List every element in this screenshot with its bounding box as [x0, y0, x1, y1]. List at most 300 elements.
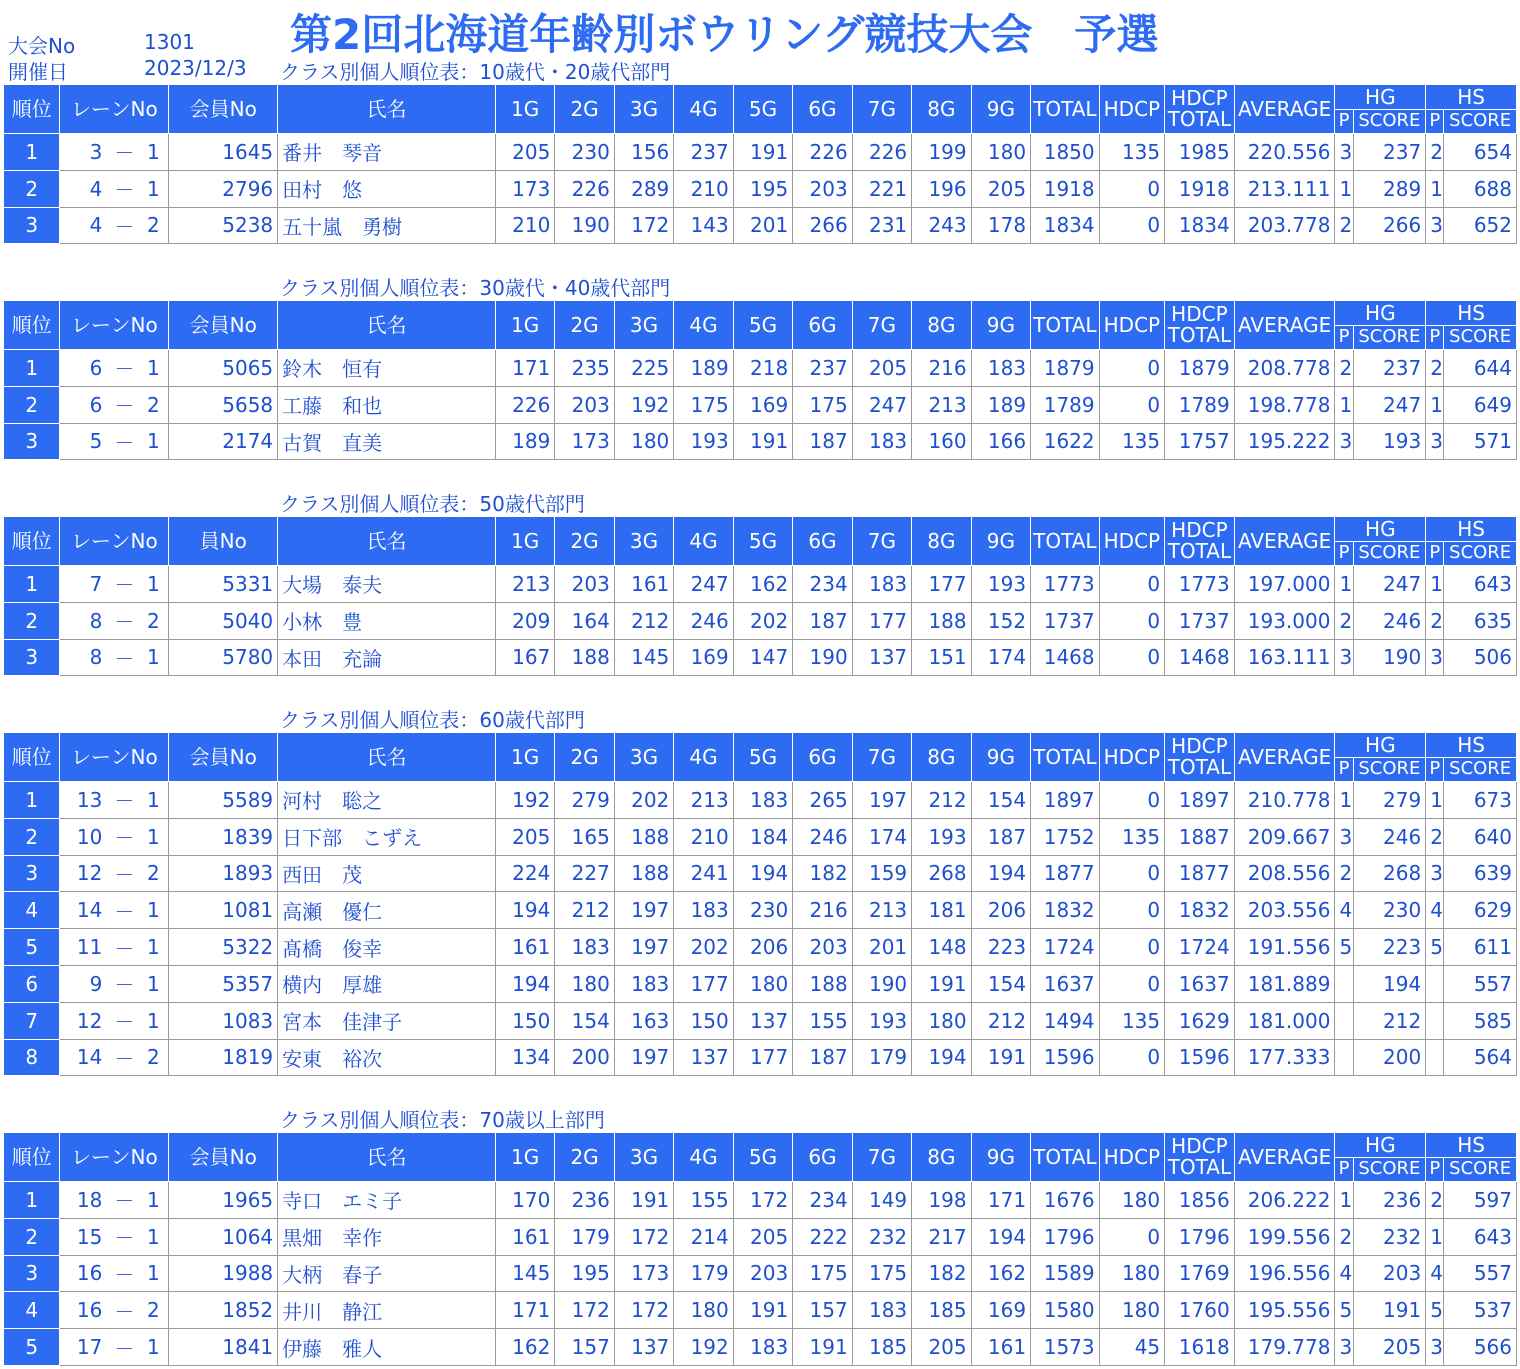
lane-no-cell: 11 — [60, 929, 110, 966]
header-average: AVERAGE — [1234, 301, 1335, 350]
header-hg-score: SCORE — [1353, 1158, 1426, 1182]
header-hdcp-total-line1: HDCP — [1171, 734, 1228, 758]
header-hdcp-total-line2: TOTAL — [1167, 539, 1232, 563]
player-name-cell: 番井 琴音 — [278, 134, 496, 171]
header-total: TOTAL — [1031, 517, 1100, 566]
game-1-score-cell: 161 — [495, 929, 554, 966]
lane-no-cell: 16 — [60, 1255, 110, 1292]
game-1-score-cell: 192 — [495, 782, 554, 819]
hg-score-cell: 223 — [1353, 929, 1426, 966]
game-2-score-cell: 173 — [555, 423, 614, 460]
hs-place-cell: 5 — [1426, 929, 1444, 966]
header-game-2: 2G — [555, 85, 614, 134]
game-8-score-cell: 191 — [912, 965, 971, 1002]
game-5-score-cell: 191 — [733, 1292, 792, 1329]
lane-sub-cell: 1 — [139, 929, 169, 966]
hdcp-total-cell: 1724 — [1165, 929, 1235, 966]
game-6-score-cell: 216 — [793, 892, 852, 929]
total-cell: 1773 — [1031, 566, 1100, 603]
game-9-score-cell: 154 — [971, 782, 1030, 819]
player-name-cell: 小林 豊 — [278, 602, 496, 639]
game-3-score-cell: 197 — [614, 892, 673, 929]
header-game-7: 7G — [852, 517, 911, 566]
game-1-score-cell: 209 — [495, 602, 554, 639]
game-2-score-cell: 180 — [555, 965, 614, 1002]
table-row — [4, 782, 1517, 819]
header-hdcp: HDCP — [1099, 301, 1165, 350]
header-game-5: 5G — [733, 85, 792, 134]
header-hg-score: SCORE — [1353, 758, 1426, 782]
average-cell: 191.556 — [1234, 929, 1335, 966]
game-9-score-cell: 194 — [971, 855, 1030, 892]
table-row — [4, 207, 1517, 244]
hs-place-cell: 2 — [1426, 134, 1444, 171]
hs-place-cell: 1 — [1426, 782, 1444, 819]
hdcp-cell: 0 — [1099, 386, 1165, 423]
member-no-cell: 1841 — [169, 1329, 278, 1366]
game-4-score-cell: 246 — [674, 602, 733, 639]
header-rank: 順位 — [4, 517, 60, 566]
game-4-score-cell: 210 — [674, 818, 733, 855]
total-cell: 1752 — [1031, 818, 1100, 855]
table-row — [4, 566, 1517, 603]
game-1-score-cell: 134 — [495, 1039, 554, 1076]
game-6-score-cell: 175 — [793, 1255, 852, 1292]
game-1-score-cell: 189 — [495, 423, 554, 460]
table-row — [4, 1039, 1517, 1076]
header-game-2: 2G — [555, 301, 614, 350]
header-game-2: 2G — [555, 1133, 614, 1182]
average-cell: 213.111 — [1234, 170, 1335, 207]
lane-sub-cell: 1 — [139, 639, 169, 676]
lane-dash-cell: － — [110, 134, 138, 171]
hdcp-cell: 0 — [1099, 855, 1165, 892]
lane-sub-cell: 1 — [139, 1002, 169, 1039]
hg-score-cell: 246 — [1353, 602, 1426, 639]
game-3-score-cell: 172 — [614, 207, 673, 244]
hs-score-cell: 537 — [1444, 1292, 1517, 1329]
game-6-score-cell: 187 — [793, 602, 852, 639]
average-cell: 220.556 — [1234, 134, 1335, 171]
average-cell: 197.000 — [1234, 566, 1335, 603]
game-6-score-cell: 222 — [793, 1218, 852, 1255]
lane-sub-cell: 1 — [139, 566, 169, 603]
header-game-7: 7G — [852, 733, 911, 782]
game-9-score-cell: 161 — [971, 1329, 1030, 1366]
lane-dash-cell: － — [110, 965, 138, 1002]
average-cell: 208.778 — [1234, 350, 1335, 387]
header-lane: レーンNo — [60, 517, 169, 566]
game-4-score-cell: 169 — [674, 639, 733, 676]
member-no-cell: 5780 — [169, 639, 278, 676]
header-game-4: 4G — [674, 85, 733, 134]
total-cell: 1573 — [1031, 1329, 1100, 1366]
header-game-8: 8G — [912, 733, 971, 782]
table-row — [4, 1255, 1517, 1292]
game-6-score-cell: 226 — [793, 134, 852, 171]
hg-place-cell: 4 — [1335, 1255, 1353, 1292]
hdcp-total-cell: 1596 — [1165, 1039, 1235, 1076]
game-9-score-cell: 178 — [971, 207, 1030, 244]
hs-score-cell: 635 — [1444, 602, 1517, 639]
header-game-1: 1G — [495, 733, 554, 782]
member-no-cell: 1819 — [169, 1039, 278, 1076]
header-game-7: 7G — [852, 301, 911, 350]
game-1-score-cell: 171 — [495, 1292, 554, 1329]
hg-place-cell: 2 — [1335, 207, 1353, 244]
game-9-score-cell: 180 — [971, 134, 1030, 171]
game-7-score-cell: 205 — [852, 350, 911, 387]
header-game-4: 4G — [674, 517, 733, 566]
header-hdcp-total-line2: TOTAL — [1167, 323, 1232, 347]
hs-score-cell: 643 — [1444, 566, 1517, 603]
member-no-cell: 1965 — [169, 1182, 278, 1219]
hg-place-cell — [1335, 1039, 1353, 1076]
game-3-score-cell: 192 — [614, 386, 673, 423]
header-game-3: 3G — [614, 301, 673, 350]
header-member-no: 会員No — [169, 1133, 278, 1182]
lane-dash-cell: － — [110, 929, 138, 966]
game-6-score-cell: 182 — [793, 855, 852, 892]
hdcp-total-cell: 1760 — [1165, 1292, 1235, 1329]
game-2-score-cell: 203 — [555, 386, 614, 423]
hg-score-cell: 200 — [1353, 1039, 1426, 1076]
lane-dash-cell: － — [110, 1002, 138, 1039]
hs-score-cell: 585 — [1444, 1002, 1517, 1039]
hg-place-cell: 2 — [1335, 1218, 1353, 1255]
hs-place-cell: 1 — [1426, 1218, 1444, 1255]
game-1-score-cell: 171 — [495, 350, 554, 387]
hs-score-cell: 654 — [1444, 134, 1517, 171]
game-7-score-cell: 201 — [852, 929, 911, 966]
rank-cell: 6 — [4, 965, 60, 1002]
header-hdcp-total — [1165, 733, 1235, 782]
hdcp-total-cell: 1637 — [1165, 965, 1235, 1002]
hg-score-cell: 247 — [1353, 386, 1426, 423]
lane-sub-cell: 1 — [139, 1182, 169, 1219]
hdcp-cell: 45 — [1099, 1329, 1165, 1366]
hg-place-cell: 2 — [1335, 350, 1353, 387]
average-cell: 206.222 — [1234, 1182, 1335, 1219]
header-hg-score: SCORE — [1353, 326, 1426, 350]
lane-sub-cell: 1 — [139, 965, 169, 1002]
game-5-score-cell: 202 — [733, 602, 792, 639]
hg-place-cell: 1 — [1335, 386, 1353, 423]
hdcp-total-cell: 1832 — [1165, 892, 1235, 929]
average-cell: 193.000 — [1234, 602, 1335, 639]
section-title: クラス別個人順位表：30歳代・40歳代部門 — [280, 276, 671, 300]
header-game-6: 6G — [793, 733, 852, 782]
hs-place-cell: 3 — [1426, 639, 1444, 676]
total-cell: 1879 — [1031, 350, 1100, 387]
game-5-score-cell: 191 — [733, 134, 792, 171]
game-7-score-cell: 149 — [852, 1182, 911, 1219]
hdcp-cell: 180 — [1099, 1292, 1165, 1329]
hdcp-total-cell: 1629 — [1165, 1002, 1235, 1039]
game-4-score-cell: 155 — [674, 1182, 733, 1219]
game-4-score-cell: 210 — [674, 170, 733, 207]
game-9-score-cell: 152 — [971, 602, 1030, 639]
lane-dash-cell: － — [110, 1218, 138, 1255]
hs-place-cell: 3 — [1426, 855, 1444, 892]
game-8-score-cell: 151 — [912, 639, 971, 676]
header-game-7: 7G — [852, 85, 911, 134]
hs-place-cell: 3 — [1426, 423, 1444, 460]
hdcp-total-cell: 1773 — [1165, 566, 1235, 603]
game-4-score-cell: 237 — [674, 134, 733, 171]
hg-place-cell: 3 — [1335, 134, 1353, 171]
average-cell: 181.889 — [1234, 965, 1335, 1002]
hdcp-cell: 180 — [1099, 1182, 1165, 1219]
game-5-score-cell: 218 — [733, 350, 792, 387]
lane-no-cell: 9 — [60, 965, 110, 1002]
average-cell: 208.556 — [1234, 855, 1335, 892]
hs-place-cell: 2 — [1426, 1182, 1444, 1219]
member-no-cell: 1893 — [169, 855, 278, 892]
hg-score-cell: 236 — [1353, 1182, 1426, 1219]
game-7-score-cell: 175 — [852, 1255, 911, 1292]
header-member-no: 会員No — [169, 85, 278, 134]
game-3-score-cell: 156 — [614, 134, 673, 171]
lane-dash-cell: － — [110, 1039, 138, 1076]
hdcp-total-cell: 1737 — [1165, 602, 1235, 639]
total-cell: 1637 — [1031, 965, 1100, 1002]
game-1-score-cell: 210 — [495, 207, 554, 244]
game-1-score-cell: 205 — [495, 818, 554, 855]
hg-place-cell — [1335, 1002, 1353, 1039]
player-name-cell: 五十嵐 勇樹 — [278, 207, 496, 244]
game-2-score-cell: 230 — [555, 134, 614, 171]
table-row — [4, 855, 1517, 892]
hdcp-total-cell: 1897 — [1165, 782, 1235, 819]
lane-dash-cell: － — [110, 386, 138, 423]
hg-score-cell: 247 — [1353, 566, 1426, 603]
header-hs-p: P — [1426, 1158, 1444, 1182]
header-game-1: 1G — [495, 301, 554, 350]
game-8-score-cell: 181 — [912, 892, 971, 929]
game-6-score-cell: 237 — [793, 350, 852, 387]
header-lane: レーンNo — [60, 85, 169, 134]
total-cell: 1850 — [1031, 134, 1100, 171]
game-6-score-cell: 246 — [793, 818, 852, 855]
average-cell: 177.333 — [1234, 1039, 1335, 1076]
hdcp-cell: 135 — [1099, 134, 1165, 171]
lane-sub-cell: 2 — [139, 386, 169, 423]
header-game-2: 2G — [555, 517, 614, 566]
lane-dash-cell: － — [110, 639, 138, 676]
header-hg: HG — [1335, 85, 1426, 110]
header-hs-score: SCORE — [1444, 758, 1517, 782]
hs-score-cell: 639 — [1444, 855, 1517, 892]
rank-cell: 2 — [4, 818, 60, 855]
game-8-score-cell: 188 — [912, 602, 971, 639]
game-6-score-cell: 265 — [793, 782, 852, 819]
hs-score-cell: 611 — [1444, 929, 1517, 966]
table-row — [4, 965, 1517, 1002]
game-7-score-cell: 226 — [852, 134, 911, 171]
game-2-score-cell: 172 — [555, 1292, 614, 1329]
game-7-score-cell: 137 — [852, 639, 911, 676]
hg-score-cell: 212 — [1353, 1002, 1426, 1039]
hg-score-cell: 237 — [1353, 350, 1426, 387]
header-hs: HS — [1426, 1133, 1517, 1158]
game-7-score-cell: 185 — [852, 1329, 911, 1366]
hdcp-cell: 0 — [1099, 965, 1165, 1002]
total-cell: 1676 — [1031, 1182, 1100, 1219]
hs-score-cell: 557 — [1444, 965, 1517, 1002]
header-hg: HG — [1335, 301, 1426, 326]
rank-cell: 4 — [4, 1292, 60, 1329]
average-cell: 203.556 — [1234, 892, 1335, 929]
header-game-3: 3G — [614, 517, 673, 566]
hdcp-cell: 0 — [1099, 602, 1165, 639]
page-title: 第2回北海道年齢別ボウリング競技大会 予選 — [290, 10, 1159, 59]
game-7-score-cell: 247 — [852, 386, 911, 423]
lane-no-cell: 7 — [60, 566, 110, 603]
header-hdcp: HDCP — [1099, 733, 1165, 782]
hg-score-cell: 246 — [1353, 818, 1426, 855]
game-7-score-cell: 193 — [852, 1002, 911, 1039]
game-8-score-cell: 198 — [912, 1182, 971, 1219]
game-4-score-cell: 202 — [674, 929, 733, 966]
lane-no-cell: 10 — [60, 818, 110, 855]
game-5-score-cell: 162 — [733, 566, 792, 603]
total-cell: 1737 — [1031, 602, 1100, 639]
game-9-score-cell: 205 — [971, 170, 1030, 207]
lane-no-cell: 6 — [60, 386, 110, 423]
game-2-score-cell: 157 — [555, 1329, 614, 1366]
game-6-score-cell: 155 — [793, 1002, 852, 1039]
lane-sub-cell: 2 — [139, 1039, 169, 1076]
game-4-score-cell: 214 — [674, 1218, 733, 1255]
header-game-4: 4G — [674, 1133, 733, 1182]
game-9-score-cell: 206 — [971, 892, 1030, 929]
header-hg-p: P — [1335, 542, 1353, 566]
game-5-score-cell: 195 — [733, 170, 792, 207]
hg-place-cell: 3 — [1335, 818, 1353, 855]
hg-score-cell: 203 — [1353, 1255, 1426, 1292]
hs-place-cell — [1426, 1039, 1444, 1076]
game-8-score-cell: 213 — [912, 386, 971, 423]
hdcp-total-cell: 1769 — [1165, 1255, 1235, 1292]
lane-dash-cell: － — [110, 892, 138, 929]
total-cell: 1834 — [1031, 207, 1100, 244]
member-no-cell: 5589 — [169, 782, 278, 819]
header-average: AVERAGE — [1234, 1133, 1335, 1182]
header-game-4: 4G — [674, 301, 733, 350]
hg-score-cell: 237 — [1353, 134, 1426, 171]
game-1-score-cell: 194 — [495, 965, 554, 1002]
lane-sub-cell: 1 — [139, 1329, 169, 1366]
hs-score-cell: 597 — [1444, 1182, 1517, 1219]
average-cell: 210.778 — [1234, 782, 1335, 819]
header-game-2: 2G — [555, 733, 614, 782]
header-hg-p: P — [1335, 326, 1353, 350]
lane-dash-cell: － — [110, 1182, 138, 1219]
header-hs-p: P — [1426, 758, 1444, 782]
lane-no-cell: 4 — [60, 207, 110, 244]
game-7-score-cell: 183 — [852, 1292, 911, 1329]
game-3-score-cell: 161 — [614, 566, 673, 603]
player-name-cell: 河村 聡之 — [278, 782, 496, 819]
rank-cell: 2 — [4, 1218, 60, 1255]
game-6-score-cell: 157 — [793, 1292, 852, 1329]
lane-no-cell: 14 — [60, 1039, 110, 1076]
game-9-score-cell: 212 — [971, 1002, 1030, 1039]
rank-cell: 4 — [4, 892, 60, 929]
game-3-score-cell: 173 — [614, 1255, 673, 1292]
hdcp-total-cell: 1877 — [1165, 855, 1235, 892]
header-rank: 順位 — [4, 85, 60, 134]
game-6-score-cell: 266 — [793, 207, 852, 244]
game-3-score-cell: 172 — [614, 1218, 673, 1255]
hg-place-cell: 1 — [1335, 1182, 1353, 1219]
game-4-score-cell: 189 — [674, 350, 733, 387]
lane-no-cell: 8 — [60, 639, 110, 676]
game-3-score-cell: 137 — [614, 1329, 673, 1366]
game-6-score-cell: 187 — [793, 1039, 852, 1076]
header-game-1: 1G — [495, 517, 554, 566]
hg-place-cell: 3 — [1335, 639, 1353, 676]
hs-score-cell: 566 — [1444, 1329, 1517, 1366]
game-2-score-cell: 226 — [555, 170, 614, 207]
game-8-score-cell: 268 — [912, 855, 971, 892]
lane-dash-cell: － — [110, 1292, 138, 1329]
header-hdcp: HDCP — [1099, 1133, 1165, 1182]
game-3-score-cell: 197 — [614, 1039, 673, 1076]
game-9-score-cell: 193 — [971, 566, 1030, 603]
game-4-score-cell: 183 — [674, 892, 733, 929]
hg-place-cell: 2 — [1335, 602, 1353, 639]
total-cell: 1580 — [1031, 1292, 1100, 1329]
lane-dash-cell: － — [110, 855, 138, 892]
lane-sub-cell: 2 — [139, 855, 169, 892]
game-3-score-cell: 212 — [614, 602, 673, 639]
game-9-score-cell: 171 — [971, 1182, 1030, 1219]
game-5-score-cell: 201 — [733, 207, 792, 244]
game-3-score-cell: 145 — [614, 639, 673, 676]
game-4-score-cell: 179 — [674, 1255, 733, 1292]
hg-score-cell: 266 — [1353, 207, 1426, 244]
header-member-no: 会員No — [169, 301, 278, 350]
game-4-score-cell: 193 — [674, 423, 733, 460]
game-2-score-cell: 179 — [555, 1218, 614, 1255]
header-hdcp-total-line1: HDCP — [1171, 1134, 1228, 1158]
hg-place-cell — [1335, 965, 1353, 1002]
game-3-score-cell: 163 — [614, 1002, 673, 1039]
player-name-cell: 大場 泰夫 — [278, 566, 496, 603]
rank-cell: 8 — [4, 1039, 60, 1076]
lane-no-cell: 8 — [60, 602, 110, 639]
header-hdcp-total-line2: TOTAL — [1167, 1155, 1232, 1179]
game-7-score-cell: 179 — [852, 1039, 911, 1076]
total-cell: 1494 — [1031, 1002, 1100, 1039]
game-2-score-cell: 154 — [555, 1002, 614, 1039]
game-4-score-cell: 150 — [674, 1002, 733, 1039]
game-2-score-cell: 165 — [555, 818, 614, 855]
header-lane: レーンNo — [60, 301, 169, 350]
header-name: 氏名 — [278, 1133, 496, 1182]
game-7-score-cell: 183 — [852, 566, 911, 603]
lane-sub-cell: 1 — [139, 782, 169, 819]
section-title: クラス別個人順位表：70歳以上部門 — [280, 1108, 605, 1132]
hdcp-total-cell: 1918 — [1165, 170, 1235, 207]
hg-score-cell: 190 — [1353, 639, 1426, 676]
table-row — [4, 1002, 1517, 1039]
member-no-cell: 1988 — [169, 1255, 278, 1292]
member-no-cell: 5065 — [169, 350, 278, 387]
total-cell: 1796 — [1031, 1218, 1100, 1255]
